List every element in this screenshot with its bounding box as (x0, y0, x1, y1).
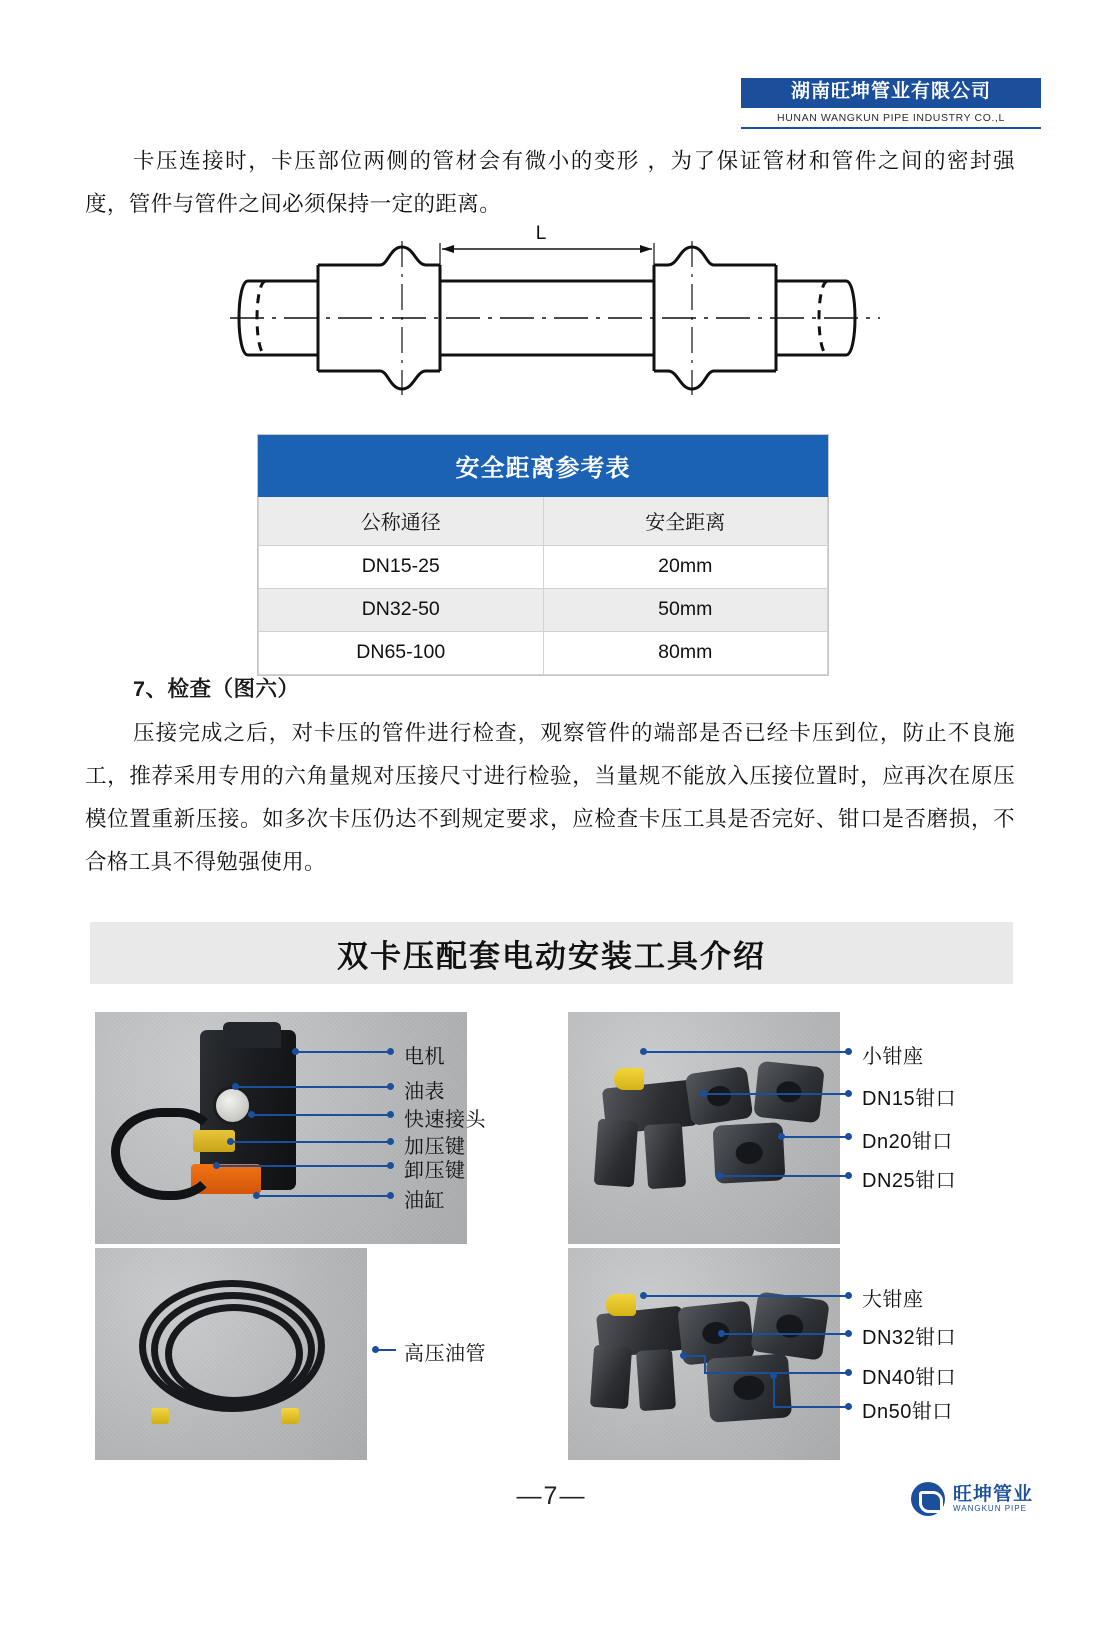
lead-line (704, 1355, 706, 1373)
callout-dn50-jaw: Dn50钳口 (862, 1401, 953, 1423)
lead-dot (387, 1083, 394, 1090)
lead-line (720, 1175, 848, 1177)
banner-title: 双卡压配套电动安装工具介绍 (337, 938, 766, 974)
lead-line (257, 1195, 390, 1197)
lead-line (773, 1375, 775, 1407)
safety-distance-table (257, 434, 829, 676)
lead-dot (845, 1172, 852, 1179)
lead-dot (845, 1090, 852, 1097)
lead-dot (387, 1111, 394, 1118)
footer-logo-cn: 旺坤管业 (952, 1483, 1033, 1505)
table-col-header-0: 公称通径 (259, 497, 544, 546)
intro-paragraph: 卡压连接时，卡压部位两侧的管材会有微小的变形 ，为了保证管材和管件之间的密封强度，管件与管件之间必须保持一定的距离。 (85, 149, 1015, 216)
callout-dn20-jaw: Dn20钳口 (862, 1131, 953, 1153)
callout-pressurize-key: 加压键 (404, 1136, 466, 1158)
lead-line (684, 1355, 704, 1357)
callout-dn40-jaw: DN40钳口 (862, 1367, 957, 1389)
table-cell-dn: DN32-50 (259, 589, 544, 632)
lead-dot (387, 1138, 394, 1145)
dimension-label-l: L (535, 225, 547, 244)
document-header (741, 78, 1041, 129)
callout-large-jaw-base: 大钳座 (862, 1289, 924, 1311)
callout-oil-gauge: 油表 (404, 1081, 445, 1103)
lead-line (231, 1141, 390, 1143)
lead-line (217, 1165, 390, 1167)
lead-dot (387, 1162, 394, 1169)
wangkun-logo-icon (911, 1482, 945, 1516)
footer-logo-en: WANGKUN PIPE (952, 1504, 1027, 1514)
callout-release-key: 卸压键 (404, 1160, 466, 1182)
lead-line (704, 1093, 848, 1095)
table-col-header-1: 安全距离 (543, 497, 828, 546)
page-number: —7— (516, 1482, 587, 1510)
lead-line (644, 1051, 848, 1053)
lead-dot (845, 1292, 852, 1299)
lead-line (376, 1349, 396, 1351)
table-row (259, 546, 828, 589)
table-title: 安全距离参考表 (259, 436, 828, 497)
table-row (259, 632, 828, 675)
callout-dn32-jaw: DN32钳口 (862, 1327, 957, 1349)
lead-dot (387, 1048, 394, 1055)
callout-quick-coupler: 快速接头 (404, 1109, 486, 1131)
pipe-press-diagram (230, 225, 880, 410)
lead-line (773, 1406, 848, 1408)
callout-high-pressure-hose: 高压油管 (404, 1343, 486, 1365)
company-name-en: HUNAN WANGKUN PIPE INDUSTRY CO.,L (741, 108, 1041, 129)
lead-dot (387, 1192, 394, 1199)
lead-line (722, 1333, 848, 1335)
lead-dot (845, 1048, 852, 1055)
inspection-paragraph: 压接完成之后，对卡压的管件进行检查，观察管件的端部是否已经卡压到位，防止不良施工，推荐采用专用的六角量规对压接尺寸进行检验，当量规不能放入压接位置时，应再次在原压模位置重新压接。如多次卡压仍达不到规定要求，应检查卡压工具是否完好、钳口是否磨损，不合格工具不得勉强使用。 (85, 721, 1015, 874)
photo-high-pressure-hose (95, 1248, 367, 1460)
table-cell-distance: 50mm (543, 589, 828, 632)
lead-dot (845, 1330, 852, 1337)
lead-dot (845, 1369, 852, 1376)
callout-dn25-jaw: DN25钳口 (862, 1170, 957, 1192)
callout-small-jaw-base: 小钳座 (862, 1046, 924, 1068)
lead-line (782, 1136, 848, 1138)
table-row (259, 589, 828, 632)
photo-large-jaw-set (568, 1248, 840, 1460)
lead-dot (845, 1403, 852, 1410)
lead-line (252, 1114, 390, 1116)
section-heading: 7、检查（图六） (133, 677, 300, 701)
tools-section-banner (90, 922, 1013, 984)
lead-line (644, 1295, 848, 1297)
table-cell-distance: 80mm (543, 632, 828, 675)
callout-dn15-jaw: DN15钳口 (862, 1088, 957, 1110)
company-name-cn: 湖南旺坤管业有限公司 (741, 78, 1041, 108)
callout-motor: 电机 (404, 1046, 445, 1068)
table-cell-distance: 20mm (543, 546, 828, 589)
table-cell-dn: DN65-100 (259, 632, 544, 675)
photo-small-jaw-set (568, 1012, 840, 1244)
table-cell-dn: DN15-25 (259, 546, 544, 589)
footer-logo (911, 1482, 1033, 1516)
lead-line (296, 1051, 390, 1053)
lead-dot (845, 1133, 852, 1140)
callout-cylinder: 油缸 (404, 1190, 445, 1212)
lead-line (236, 1086, 390, 1088)
